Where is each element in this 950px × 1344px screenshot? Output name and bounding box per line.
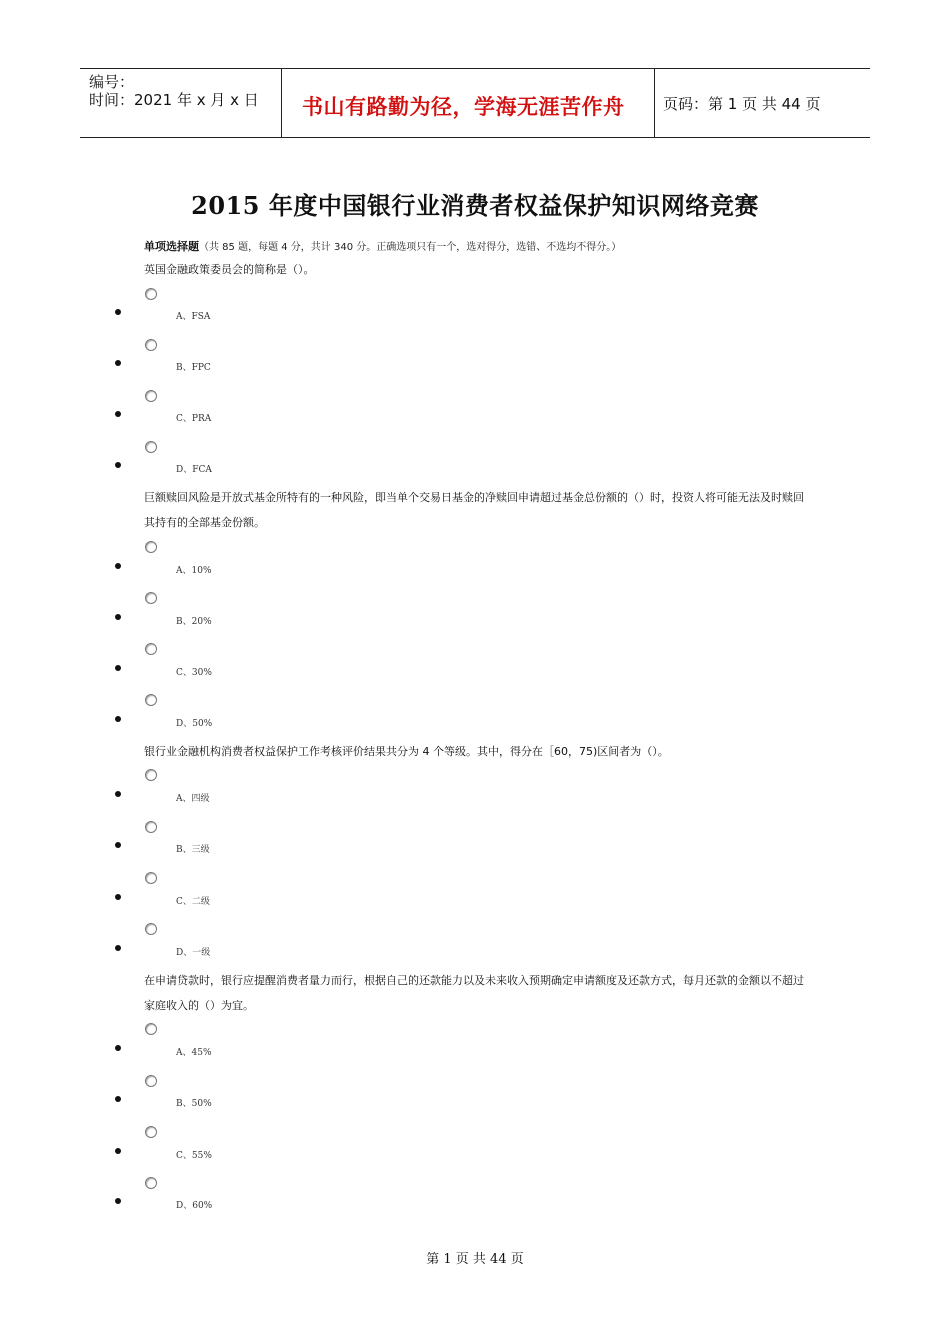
bullet-icon xyxy=(115,716,121,722)
radio-button[interactable] xyxy=(145,288,157,300)
bullet-icon xyxy=(115,309,121,315)
question-text: 在申请贷款时，银行应提醒消费者量力而行，根据自己的还款能力以及未来收入预期确定申请额度及还款方式，每月还款的金额以不超过家庭收入的（）为宜。 xyxy=(144,974,804,1012)
section-heading xyxy=(144,238,621,254)
header-page-info: 页码：第 1 页 共 44 页 xyxy=(663,95,821,113)
section-label: 单项选择题 xyxy=(144,240,199,253)
option-label: C、PRA xyxy=(176,414,212,424)
question-text: 巨额赎回风险是开放式基金所特有的一种风险，即当单个交易日基金的净赎回申请超过基金总份额的（）时，投资人将可能无法及时赎回其持有的全部基金份额。 xyxy=(144,491,804,529)
radio-button[interactable] xyxy=(145,1023,157,1035)
number-label: 编号： xyxy=(89,73,135,91)
bullet-icon xyxy=(115,1045,121,1051)
radio-button[interactable] xyxy=(145,441,157,453)
option-label: A、45% xyxy=(176,1048,212,1058)
option-label: C、二级 xyxy=(176,897,210,907)
radio-button[interactable] xyxy=(145,643,157,655)
option-label: D、一级 xyxy=(176,948,211,958)
question-text: 银行业金融机构消费者权益保护工作考核评价结果共分为 4 个等级。其中，得分在［60，75)区间者为（）。 xyxy=(144,745,669,758)
option-label: D、FCA xyxy=(176,465,212,475)
option-label: A、10% xyxy=(176,566,212,576)
header-meta-cell xyxy=(80,69,282,137)
page-title: 2015 年度中国银行业消费者权益保护知识网络竞赛 xyxy=(191,191,759,220)
option-label: B、20% xyxy=(176,617,212,627)
bullet-icon xyxy=(115,360,121,366)
section-note: （共 85 题，每题 4 分，共计 340 分。正确选项只有一个，选对得分，选错、不选均不得分。） xyxy=(199,242,622,253)
bullet-icon xyxy=(115,563,121,569)
bullet-icon xyxy=(115,462,121,468)
document-header xyxy=(80,68,870,138)
radio-button[interactable] xyxy=(145,769,157,781)
question-text: 英国金融政策委员会的简称是（）。 xyxy=(144,263,315,276)
option-label: B、三级 xyxy=(176,845,210,855)
bullet-icon xyxy=(115,894,121,900)
bullet-icon xyxy=(115,665,121,671)
header-motto-cell xyxy=(282,69,655,137)
bullet-icon xyxy=(115,411,121,417)
option-label: C、30% xyxy=(176,668,212,678)
bullet-icon xyxy=(115,1148,121,1154)
option-label: B、50% xyxy=(176,1099,212,1109)
radio-button[interactable] xyxy=(145,694,157,706)
bullet-icon xyxy=(115,614,121,620)
option-label: D、50% xyxy=(176,719,213,729)
radio-button[interactable] xyxy=(145,821,157,833)
radio-button[interactable] xyxy=(145,1126,157,1138)
option-label: B、FPC xyxy=(176,363,211,373)
radio-button[interactable] xyxy=(145,541,157,553)
radio-button[interactable] xyxy=(145,592,157,604)
bullet-icon xyxy=(115,842,121,848)
option-label: A、FSA xyxy=(176,312,211,322)
header-page-cell xyxy=(655,69,870,137)
option-label: A、四级 xyxy=(176,794,210,804)
radio-button[interactable] xyxy=(145,872,157,884)
option-label: D、60% xyxy=(176,1201,213,1211)
radio-button[interactable] xyxy=(145,339,157,351)
time-label: 时间：2021 年 x 月 x 日 xyxy=(89,91,259,109)
motto: 书山有路勤为径，学海无涯苦作舟 xyxy=(302,95,625,119)
page-footer: 第 1 页 共 44 页 xyxy=(426,1252,524,1267)
bullet-icon xyxy=(115,1198,121,1204)
radio-button[interactable] xyxy=(145,390,157,402)
radio-button[interactable] xyxy=(145,923,157,935)
bullet-icon xyxy=(115,1096,121,1102)
option-label: C、55% xyxy=(176,1151,212,1161)
bullet-icon xyxy=(115,945,121,951)
radio-button[interactable] xyxy=(145,1075,157,1087)
radio-button[interactable] xyxy=(145,1177,157,1189)
bullet-icon xyxy=(115,791,121,797)
